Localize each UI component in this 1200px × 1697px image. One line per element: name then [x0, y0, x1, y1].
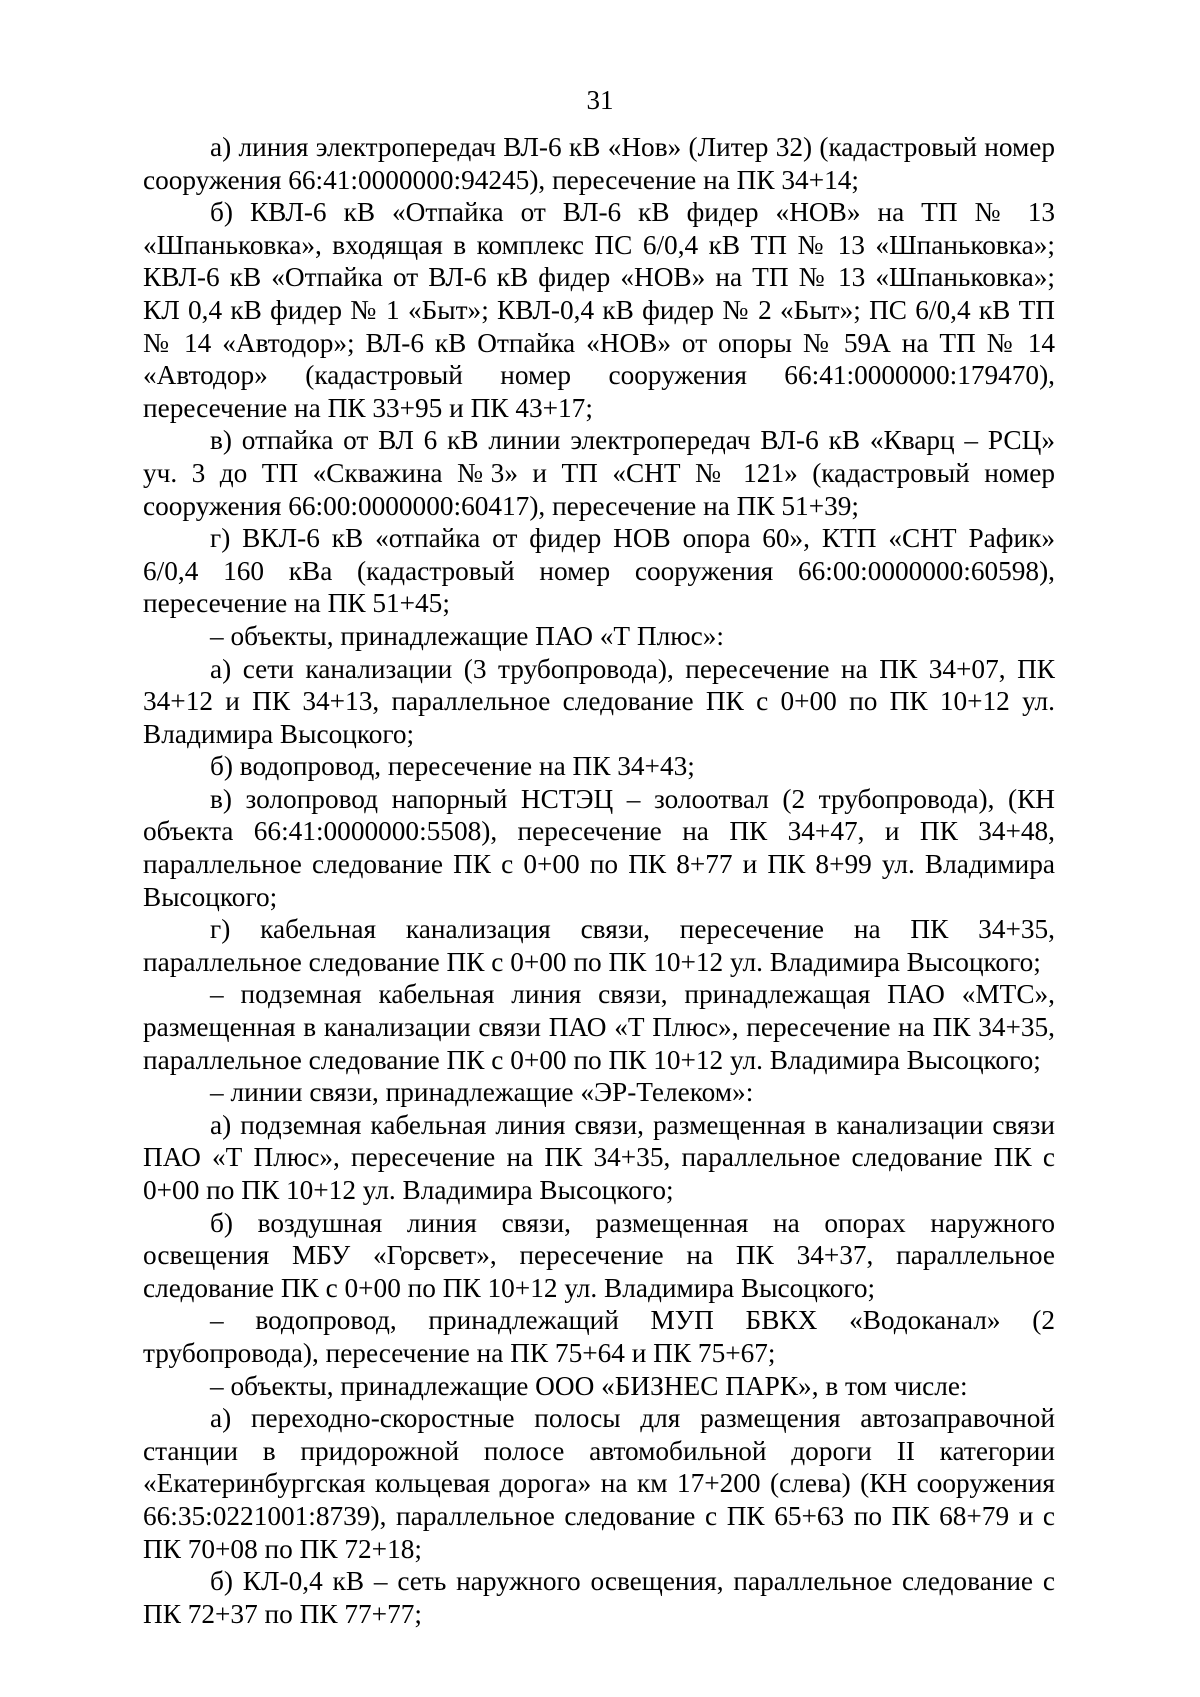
- paragraph: б) КВЛ-6 кВ «Отпайка от ВЛ-6 кВ фидер «НОВ» на ТП № 13 «Шпаньковка», входящая в комплекс ПС 6/0,4 кВ ТП № 13 «Шпаньковка»; КВЛ-6 кВ «Отпайка от ВЛ-6 кВ фидер «НОВ» на ТП № 13 «Шпаньковка»; КЛ 0,4 кВ фидер № 1 «Быт»; КВЛ-0,4 кВ фидер № 2 «Быт»; ПС 6/0,4 кВ ТП № 14 «Автодор»; ВЛ-6 кВ Отпайка «НОВ» от опоры № 59А на ТП № 14 «Автодор» (кадастровый номер сооружения 66:41:0000000:179470), пересечение на ПК 33+95 и ПК 43+17;: [143, 197, 1055, 423]
- paragraph: в) золопровод напорный НСТЭЦ – золоотвал (2 трубопровода), (КН объекта 66:41:0000000:5508), пересечение на ПК 34+47, и ПК 34+48, параллельное следование ПК с 0+00 по ПК 8+77 и ПК 8+99 ул. Владимира Высоцкого;: [143, 783, 1055, 912]
- paragraph: – объекты, принадлежащие ООО «БИЗНЕС ПАРК», в том числе:: [210, 1370, 968, 1401]
- paragraph: а) сети канализации (3 трубопровода), пересечение на ПК 34+07, ПК 34+12 и ПК 34+13, параллельное следование ПК с 0+00 по ПК 10+12 ул. Владимира Высоцкого;: [143, 653, 1055, 749]
- paragraph: а) подземная кабельная линия связи, размещенная в канализации связи ПАО «Т Плюс», пересечение на ПК 34+35, параллельное следование ПК с 0+00 по ПК 10+12 ул. Владимира Высоцкого;: [143, 1109, 1055, 1205]
- paragraph: г) ВКЛ-6 кВ «отпайка от фидер НОВ опора 60», КТП «СНТ Рафик» 6/0,4 160 кВа (кадастровый номер сооружения 66:00:0000000:60598), пересечение на ПК 51+45;: [143, 523, 1055, 619]
- paragraph: б) КЛ-0,4 кВ – сеть наружного освещения, параллельное следование с ПК 72+37 по ПК 77+77;: [143, 1566, 1055, 1629]
- page-number: 31: [586, 85, 614, 115]
- paragraph: в) отпайка от ВЛ 6 кВ линии электропередач ВЛ-6 кВ «Кварц – РСЦ» уч. 3 до ТП «Скважина №3» и ТП «СНТ № 121» (кадастровый номер сооружения 66:00:0000000:60417), пересечение на ПК 51+39;: [143, 425, 1055, 521]
- paragraph: г) кабельная канализация связи, пересечение на ПК 34+35, параллельное следование ПК с 0+00 по ПК 10+12 ул. Владимира Высоцкого;: [143, 914, 1055, 977]
- paragraph: – линии связи, принадлежащие «ЭР-Телеком»:: [210, 1077, 754, 1108]
- paragraph: – объекты, принадлежащие ПАО «Т Плюс»:: [210, 620, 724, 651]
- paragraph: б) воздушная линия связи, размещенная на опорах наружного освещения МБУ «Горсвет», пересечение на ПК 34+37, параллельное следование ПК с 0+00 по ПК 10+12 ул. Владимира Высоцкого;: [143, 1207, 1055, 1303]
- paragraph: – подземная кабельная линия связи, принадлежащая ПАО «МТС», размещенная в канализации связи ПАО «Т Плюс», пересечение на ПК 34+35, параллельное следование ПК с 0+00 по ПК 10+12 ул. Владимира Высоцкого;: [143, 979, 1055, 1075]
- paragraph: а) линия электропередач ВЛ-6 кВ «Нов» (Литер 32) (кадастровый номер сооружения 66:41:0000000:94245), пересечение на ПК 34+14;: [143, 132, 1055, 195]
- paragraph: б) водопровод, пересечение на ПК 34+43;: [210, 751, 695, 782]
- paragraph: а) переходно-скоростные полосы для размещения автозаправочной станции в придорожной полосе автомобильной дороги II категории «Екатеринбургская кольцевая дорога» на км 17+200 (слева) (КН сооружения 66:35:0221001:8739), параллельное следование с ПК 65+63 по ПК 68+79 и с ПК 70+08 по ПК 72+18;: [143, 1403, 1055, 1564]
- paragraph: – водопровод, принадлежащий МУП БВКХ «Водоканал» (2 трубопровода), пересечение на ПК 75+64 и ПК 75+67;: [143, 1305, 1055, 1368]
- document-body: [143, 131, 1055, 1630]
